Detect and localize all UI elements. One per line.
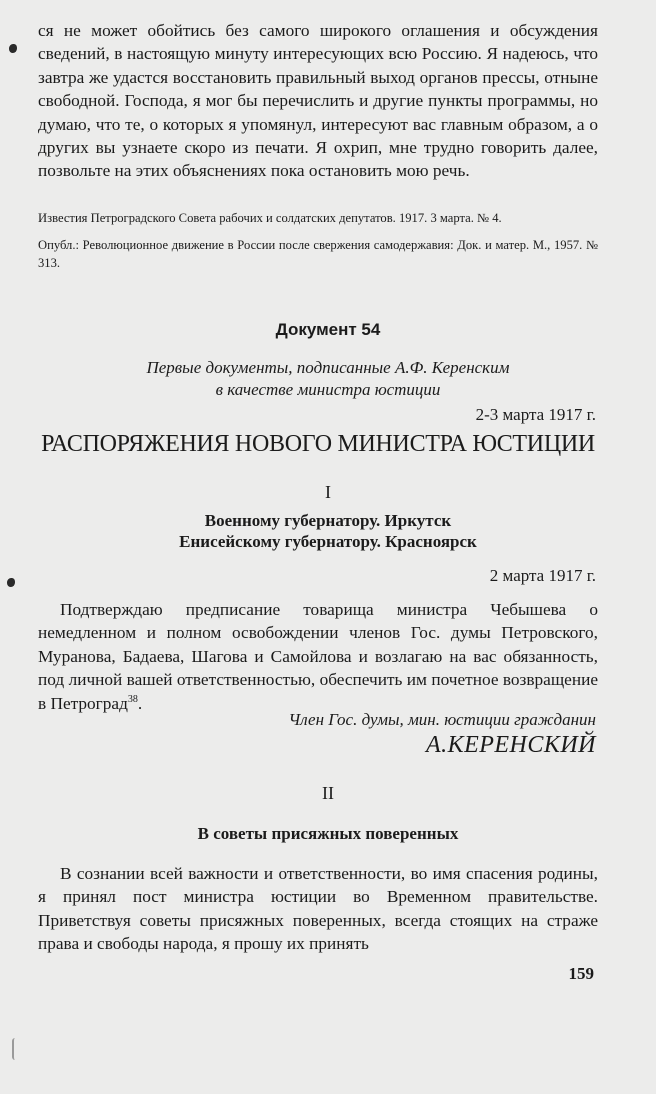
section-addressee [0, 510, 656, 552]
section-date: 2 марта 1917 г. [489, 566, 596, 585]
section-paragraph: В сознании всей важности и ответственности, во имя спасения родины, я принял пост министра юстиции во Временном правительстве. Приветствуя советы присяжных поверенных, всегда стоящих на страже права и свободы народа, я прошу их принять [38, 864, 598, 954]
section-addressee: В советы присяжных поверенных [197, 824, 459, 843]
section-paragraph-text: Подтверждаю предписание товарища министра Чебышева о немедленном и полном освобождении членов Гос. думы Петровского, Муранова, Бадаева, Шагова и Самойлова и возлагаю на вас обязанность, под личной вашей ответственностью, обеспечить им почетное возвращение в Петроград [38, 600, 598, 713]
section-paragraph-end: . [137, 693, 143, 713]
document-subtitle-line: Первые документы, подписанные А.Ф. Керенским [146, 358, 510, 377]
document-subtitle [0, 357, 656, 401]
publication-citation: Опубл.: Революционное движение в России после свержения самодержавия: Док. и матер. М., 1957. № 313. [38, 238, 598, 270]
page-edge-mark [12, 1038, 18, 1060]
section-paragraph [38, 598, 598, 715]
footnote-reference: 38 [127, 693, 138, 705]
section-numeral: I [325, 482, 331, 502]
margin-bullet-mark [9, 44, 17, 53]
document-heading: Документ 54 [275, 320, 381, 339]
document-date: 2-3 марта 1917 г. [475, 405, 596, 424]
source-citation: Известия Петроградского Совета рабочих и солдатских депутатов. 1917. 3 марта. № 4. [38, 211, 502, 225]
main-title: РАСПОРЯЖЕНИЯ НОВОГО МИНИСТРА ЮСТИЦИИ [41, 431, 595, 457]
margin-bullet-mark [7, 578, 15, 587]
signer-title: Член Гос. думы, мин. юстиции гражданин [288, 710, 596, 729]
section-numeral: II [322, 783, 334, 803]
document-subtitle-line: в качестве министра юстиции [215, 380, 441, 399]
signer-name: А.КЕРЕНСКИЙ [425, 732, 596, 758]
addressee-line: Енисейскому губернатору. Красноярск [179, 532, 477, 551]
continued-paragraph: ся не может обойтись без самого широкого оглашения и обсуждения сведений, в настоящую минуту интересующих всю Россию. Я надеюсь, что завтра же удастся восстановить правильный выход органов прессы, отныне свободной. Господа, я мог бы перечислить и другие пункты программы, но думаю, что те, о которых я упомянул, интересуют вас главным образом, а о других вы узнаете скоро из печати. Я охрип, мне трудно говорить далее, позвольте на этих объяснениях пока остановить мою речь. [38, 21, 598, 181]
page-number: 159 [568, 964, 594, 983]
addressee-line: Военному губернатору. Иркутск [204, 511, 452, 530]
